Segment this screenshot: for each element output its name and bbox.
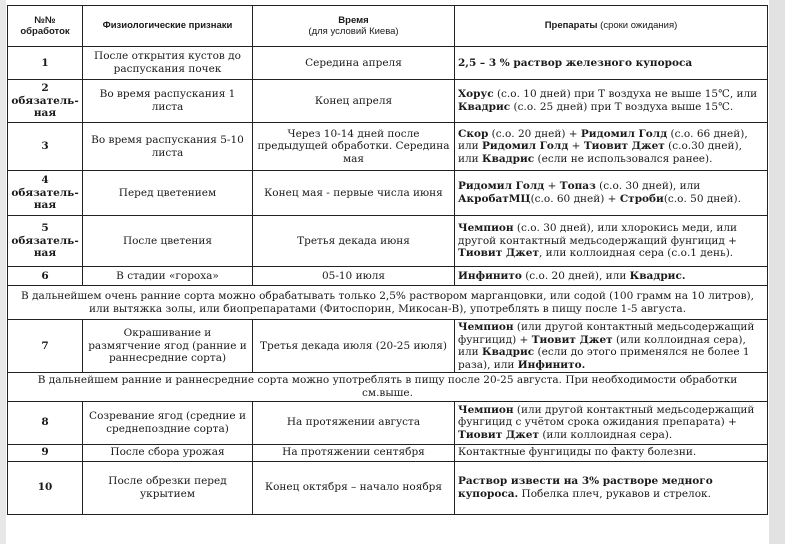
treatment-time: На протяжении сентября bbox=[253, 444, 455, 461]
preparation-text: Квадрис bbox=[482, 346, 535, 359]
preparations bbox=[455, 123, 768, 171]
table-row bbox=[8, 461, 768, 514]
physiological-sign: В стадии «гороха» bbox=[83, 267, 253, 286]
preparation-text: + bbox=[544, 180, 560, 193]
preparation-text: (с.о. 20 дней), или bbox=[521, 269, 630, 282]
preparation-text: (или другой контактный медьсодержащий фунгицид) + bbox=[458, 321, 755, 346]
preparation-text: Квадрис bbox=[482, 152, 535, 165]
preparations bbox=[455, 320, 768, 373]
treatment-time: Конец мая - первые числа июня bbox=[253, 171, 455, 216]
preparation-text: Инфинито. bbox=[517, 358, 586, 371]
treatment-number: 2 обязатель-ная bbox=[8, 80, 83, 123]
physiological-sign: Во время распускания 1 листа bbox=[83, 80, 253, 123]
preparation-text: Тиовит Джет bbox=[583, 140, 665, 153]
note-row bbox=[8, 373, 768, 401]
preparation-text: (или коллоидная сера), или bbox=[458, 333, 746, 359]
table-row bbox=[8, 401, 768, 444]
treatment-number: 4 обязатель-ная bbox=[8, 171, 83, 216]
preparations bbox=[455, 267, 768, 286]
preparation-text: Чемпион bbox=[458, 403, 514, 416]
preparations bbox=[455, 80, 768, 123]
preparation-text: 2,5 – 3 % раствор железного купороса bbox=[458, 56, 693, 69]
preparation-text: Хорус bbox=[458, 88, 494, 101]
table-row bbox=[8, 80, 768, 123]
physiological-sign: После обрезки перед укрытием bbox=[83, 461, 253, 514]
treatment-schedule-table bbox=[7, 5, 768, 515]
physiological-sign: Созревание ягод (средние и среднепоздние сорта) bbox=[83, 401, 253, 444]
preparation-text: Ридомил Голд bbox=[580, 127, 668, 140]
preparation-text: Инфинито bbox=[458, 269, 522, 282]
physiological-sign: Перед цветением bbox=[83, 171, 253, 216]
preparation-text: (если не использовался ранее). bbox=[534, 152, 713, 165]
table-row bbox=[8, 216, 768, 267]
note-mid-varieties: В дальнейшем ранние и раннесредние сорта можно употреблять в пищу после 20-25 августа. При необходимости обработки см.выше. bbox=[8, 373, 768, 401]
preparation-text: (с.о. 66 дней), или bbox=[458, 127, 748, 153]
preparation-text: (если до этого применялся не более 1 раза), или bbox=[458, 346, 750, 371]
treatment-time: Третья декада июня bbox=[253, 216, 455, 267]
treatment-number: 6 bbox=[8, 267, 83, 286]
preparation-text: (с.о. 30 дней), или хлорокись меди, или другой контактный медьсодержащий фунгицид + bbox=[458, 222, 738, 247]
preparation-text: Ридомил Голд bbox=[482, 140, 569, 153]
treatment-time: 05-10 июля bbox=[253, 267, 455, 286]
left-border-strip bbox=[0, 0, 6, 544]
treatment-time: Конец апреля bbox=[253, 80, 455, 123]
treatment-number: 3 bbox=[8, 123, 83, 171]
physiological-sign: После сбора урожая bbox=[83, 444, 253, 461]
preparation-text: Строби bbox=[619, 193, 664, 205]
preparation-text: (или коллоидная сера). bbox=[538, 428, 673, 441]
header-physiological-signs: Физиологические признаки bbox=[83, 6, 253, 47]
table-row bbox=[8, 123, 768, 171]
preparation-text: (с.о. 50 дней). bbox=[663, 193, 741, 205]
physiological-sign: После цветения bbox=[83, 216, 253, 267]
treatment-number: 5 обязатель-ная bbox=[8, 216, 83, 267]
table-row bbox=[8, 320, 768, 373]
treatment-number: 1 bbox=[8, 47, 83, 80]
preparation-text: (с.о. 10 дней) при Т воздуха не выше 15℃, или bbox=[493, 88, 758, 101]
physiological-sign: Во время распускания 5-10 листа bbox=[83, 123, 253, 171]
preparation-text: Тиовит Джет bbox=[458, 428, 539, 441]
physiological-sign: После открытия кустов до распускания почек bbox=[83, 47, 253, 80]
preparation-text: Скор bbox=[458, 127, 489, 140]
preparation-text: Чемпион bbox=[458, 321, 514, 333]
table-header-row bbox=[8, 6, 768, 47]
preparations bbox=[455, 461, 768, 514]
preparation-text: Тиовит Джет bbox=[531, 333, 613, 346]
preparations bbox=[455, 401, 768, 444]
treatment-time: Середина апреля bbox=[253, 47, 455, 80]
preparations bbox=[455, 444, 768, 461]
preparation-text: АкробатМЦ bbox=[458, 193, 531, 205]
physiological-sign: Окрашивание и размягчение ягод (ранние и раннесредние сорта) bbox=[83, 320, 253, 373]
preparation-text: Тиовит Джет bbox=[458, 247, 539, 260]
preparation-text: Контактные фунгициды по факту болезни. bbox=[458, 446, 697, 459]
treatment-time: Через 10-14 дней после предыдущей обработки. Середина мая bbox=[253, 123, 455, 171]
table-row bbox=[8, 47, 768, 80]
header-time: Время (для условий Киева) bbox=[253, 6, 455, 47]
treatment-number: 10 bbox=[8, 461, 83, 514]
preparation-text: Раствор извести на 3% растворе медного купороса. bbox=[458, 474, 713, 500]
preparations bbox=[455, 47, 768, 80]
preparation-text: Квадрис bbox=[458, 101, 511, 113]
treatment-number: 8 bbox=[8, 401, 83, 444]
treatment-number: 7 bbox=[8, 320, 83, 373]
treatment-time: Конец октября – начало ноября bbox=[253, 461, 455, 514]
preparations bbox=[455, 216, 768, 267]
preparation-text: (с.о. 25 дней) при Т воздуха выше 15℃. bbox=[510, 101, 734, 113]
treatment-number: 9 bbox=[8, 444, 83, 461]
table-row bbox=[8, 444, 768, 461]
preparation-text: (с.о. 30 дней), или bbox=[595, 180, 701, 193]
preparation-text: (с.о. 60 дней) + bbox=[530, 193, 620, 205]
header-preparations: Препараты (сроки ожидания) bbox=[455, 6, 768, 47]
note-row bbox=[8, 286, 768, 320]
preparation-text: Квадрис. bbox=[629, 269, 686, 282]
preparation-text: (с.о. 20 дней) + bbox=[488, 127, 581, 140]
preparation-text: Чемпион bbox=[458, 222, 514, 235]
header-treatment-number: №№ обработок bbox=[8, 6, 83, 47]
right-scroll-strip bbox=[769, 0, 785, 544]
treatment-time: На протяжении августа bbox=[253, 401, 455, 444]
table-row bbox=[8, 267, 768, 286]
preparation-text: Топаз bbox=[559, 180, 596, 193]
preparation-text: Побелка плеч, рукавов и стрелок. bbox=[518, 487, 711, 500]
preparation-text: + bbox=[568, 140, 584, 153]
preparation-text: Ридомил Голд bbox=[458, 180, 545, 193]
preparation-text: (или другой контактный медьсодержащий фунгицид с учётом срока ожидания препарата) + bbox=[458, 403, 755, 429]
preparation-text: , или коллоидная сера (с.о.1 день). bbox=[538, 247, 734, 260]
treatment-time: Третья декада июля (20-25 июля) bbox=[253, 320, 455, 373]
preparations bbox=[455, 171, 768, 216]
preparation-text: (с.о.30 дней), или bbox=[458, 140, 742, 165]
table-row bbox=[8, 171, 768, 216]
note-early-varieties: В дальнейшем очень ранние сорта можно обрабатывать только 2,5% раствором марганцовки, или содой (100 грамм на 10 литров), или вытяжка золы, или биопрепаратами (Фитоспорин, Микосан-В), употреблять в пищу после 1-5 августа. bbox=[8, 286, 768, 320]
